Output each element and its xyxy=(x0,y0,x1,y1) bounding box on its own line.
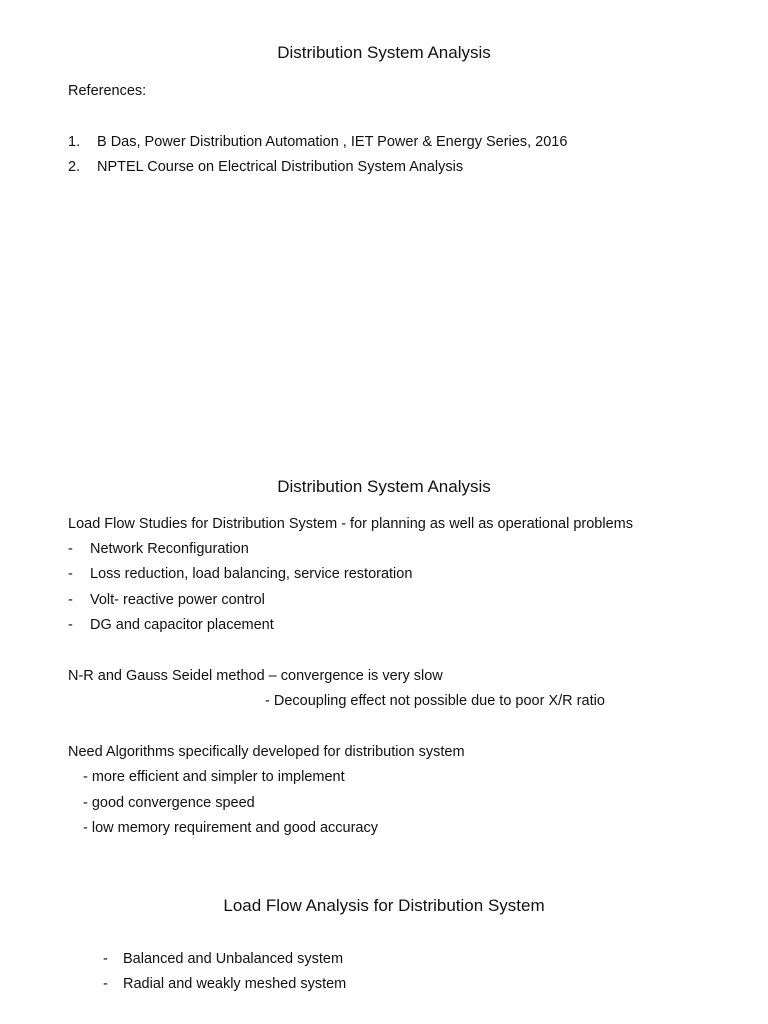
list-item-text: Balanced and Unbalanced system xyxy=(123,951,344,967)
bullet-dash: - xyxy=(103,951,108,967)
reference-number: 1. xyxy=(68,134,81,150)
list-item xyxy=(68,591,265,609)
reference-text: NPTEL Course on Electrical Distribution System Analysis xyxy=(97,159,464,175)
list-item-text: DG and capacitor placement xyxy=(90,617,274,633)
reference-text: B Das, Power Distribution Automation , IET Power & Energy Series, 2016 xyxy=(97,134,568,150)
list-item: - more efficient and simpler to implement xyxy=(83,769,345,785)
bullet-dash: - xyxy=(103,976,108,992)
section3-title: Load Flow Analysis for Distribution System xyxy=(223,896,545,915)
section1-title: Distribution System Analysis xyxy=(277,43,491,62)
bullet-dash: - xyxy=(68,541,73,557)
decoupling-line: - Decoupling effect not possible due to poor X/R ratio xyxy=(265,693,605,709)
list-item xyxy=(103,950,343,968)
section2-title: Distribution System Analysis xyxy=(277,477,491,496)
reference-number: 2. xyxy=(68,159,81,175)
need-algorithms-line: Need Algorithms specifically developed for distribution system xyxy=(68,744,465,760)
list-item-text: Loss reduction, load balancing, service restoration xyxy=(90,566,413,582)
load-flow-intro: Load Flow Studies for Distribution System - for planning as well as operational problems xyxy=(68,516,633,532)
list-item-text: Volt- reactive power control xyxy=(90,592,265,608)
list-item-text: Radial and weakly meshed system xyxy=(123,976,347,992)
list-item xyxy=(68,540,249,558)
list-item: - low memory requirement and good accuracy xyxy=(83,820,378,836)
nr-gauss-seidel-line: N-R and Gauss Seidel method – convergence is very slow xyxy=(68,668,443,684)
bullet-dash: - xyxy=(68,566,73,582)
list-item xyxy=(68,565,412,583)
reference-item-2 xyxy=(68,158,463,176)
bullet-dash: - xyxy=(68,592,73,608)
list-item-text: Network Reconfiguration xyxy=(90,541,249,557)
reference-item-1 xyxy=(68,133,567,151)
references-label: References: xyxy=(68,83,147,99)
list-item xyxy=(103,975,346,993)
bullet-dash: - xyxy=(68,617,73,633)
list-item: - good convergence speed xyxy=(83,795,255,811)
list-item xyxy=(68,616,274,634)
